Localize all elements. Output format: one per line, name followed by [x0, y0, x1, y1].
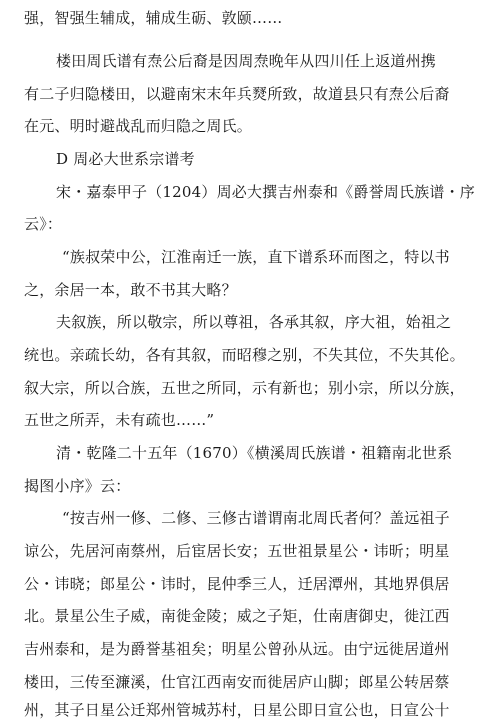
text-line: 在元、明时避战乱而归隐之周氏。 — [24, 117, 253, 135]
text-line: 揭图小序》云： — [24, 477, 131, 495]
quote-line: 统也。亲疏长幼，各有其叙，而昭穆之别，不失其位，不失其伦。 — [24, 346, 465, 364]
quote-line: 五世之所弄，未有疏也……” — [24, 411, 215, 429]
quote-line: 吉州泰和，是为爵誉基祖矣；明星公曾孙从远。由宁远徙居道州 — [24, 640, 450, 658]
text-line: 宋・嘉泰甲子（1204）周必大撰吉州泰和《爵誉周氏族谱・序 — [56, 183, 475, 201]
quote-line: 州，其子日星公迁郑州管城苏村，日星公即日宣公也，日宣公十 — [24, 701, 450, 719]
quote-line: 楼田，三传至濂溪，仕官江西南安而徙居庐山脚；郎星公转居蔡 — [24, 673, 450, 691]
text-line: 楼田周氏谱有焘公后裔是因周焘晚年从四川任上返道州携 — [56, 52, 437, 70]
text-line: 云》： — [24, 215, 63, 233]
section-heading: D 周必大世系宗谱考 — [56, 150, 195, 168]
quote-line: 叙大宗，所以合族，五世之所同，示有新也；别小宗，所以分族， — [24, 379, 465, 397]
quote-line: “族叔荣中公，江淮南迁一族，直下谱系环而图之，特以书 — [62, 248, 450, 266]
text-line: 强，智强生辅成，辅成生砺、敦颐…… — [24, 9, 283, 27]
text-line: 有二子归隐楼田，以避南宋末年兵燹所致，故道县只有焘公后裔 — [24, 85, 450, 103]
quote-line: 公・讳晓；郎星公・讳时，昆仲季三人，迁居潭州，其地界俱居 — [24, 575, 450, 593]
quote-line: “按吉州一修、二修、三修古谱谓南北周氏者何？盖远祖子 — [62, 509, 450, 527]
quote-line: 之，余居一本，敢不书其大略？ — [24, 281, 237, 299]
quote-line: 北。景星公生子威，南徙金陵；威之子矩，仕南唐御史，徙江西 — [24, 607, 450, 625]
text-line: 清・乾隆二十五年（1670）《横溪周氏族谱・祖籍南北世系 — [56, 444, 453, 462]
quote-line: 谅公，先居河南蔡州，后宦居长安；五世祖景星公・讳昕；明星 — [24, 542, 450, 560]
quote-line: 夫叙族，所以敬宗，所以尊祖，各承其叙，序大祖，始祖之 — [56, 313, 452, 331]
